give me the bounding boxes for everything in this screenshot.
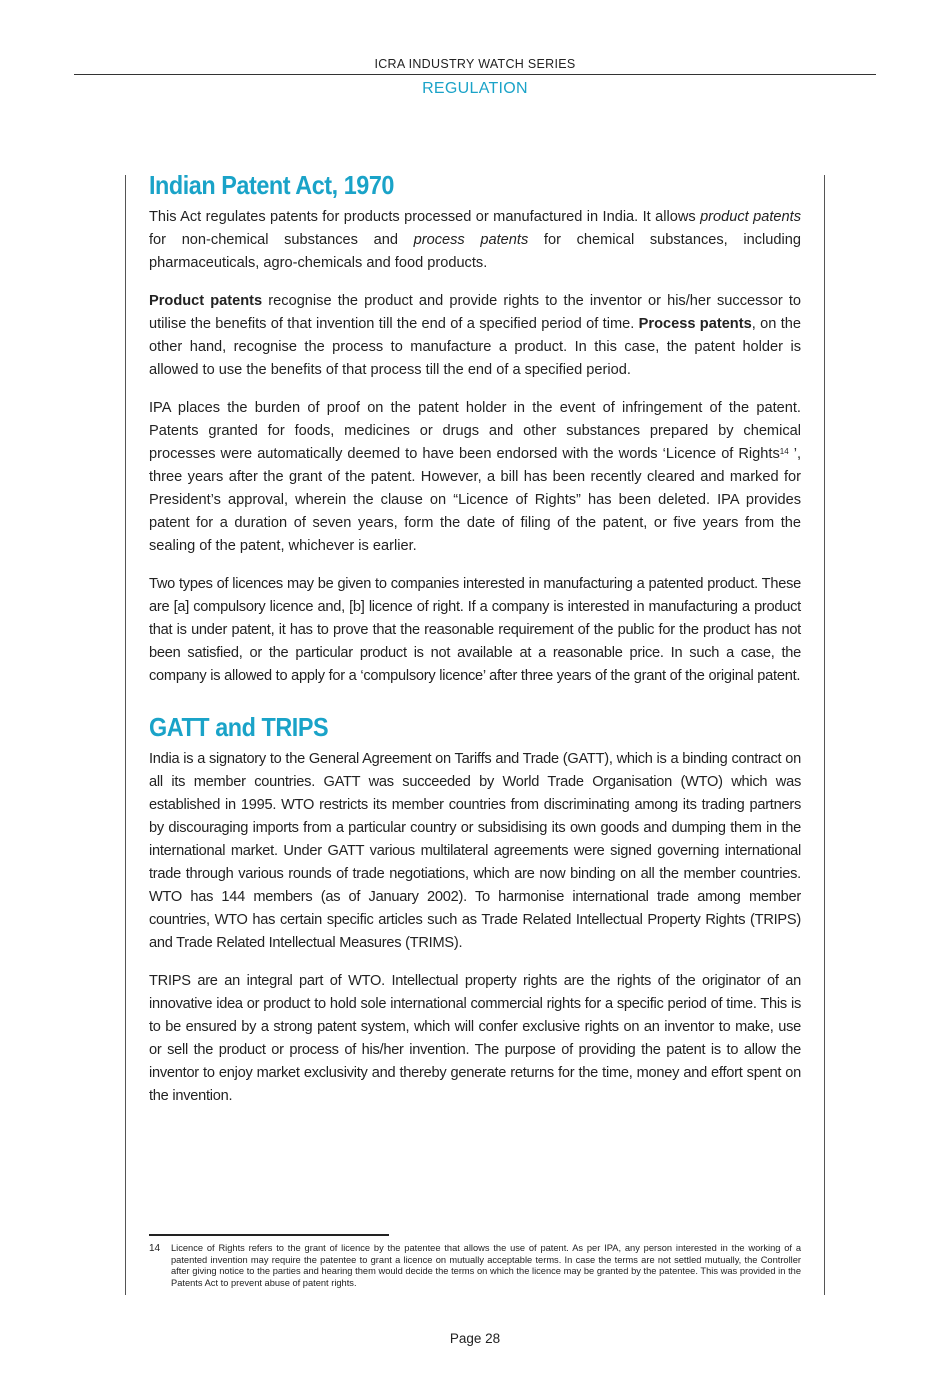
emphasis: process patents <box>413 232 529 248</box>
right-margin-rule <box>824 175 825 1295</box>
section-heading-ipa: Indian Patent Act, 1970 <box>149 170 394 200</box>
text-run: , on the other hand, recognise the process to manufacture a product. In this case, the patent holder is allowed to use the benefits of that process till the end of a specified period. <box>149 316 801 378</box>
footnote-ref[interactable]: 14 <box>779 447 789 456</box>
paragraph: Two types of licences may be given to companies interested in manufacturing a patented product. These are [a] compulsory licence and, [b] licence of right. If a company is interested in manufacturing a product that is under patent, it has to prove that the reasonable requirement of the public for the product has not been satisfied, or the particular product is not available at a reasonable price. In such a case, the company is allowed to apply for a ‘compulsory licence’ after three years of the grant of the original patent. <box>149 576 801 684</box>
footnote <box>149 1243 801 1289</box>
term-bold: Process patents <box>638 316 752 332</box>
emphasis: product patents <box>700 209 801 225</box>
term-bold: Product patents <box>149 293 263 309</box>
paragraph <box>149 290 801 382</box>
page-number: Page 28 <box>449 1331 501 1346</box>
header-rule <box>74 74 876 75</box>
text-run: ’, three years after the grant of the patent. However, a bill has been recently cleared and marked for President’s approval, wherein the clause on “Licence of Rights” has been deleted. IPA provides patent for a duration of seven years, form the date of filing of the patent, or five years from the sealing of the patent, whichever is earlier. <box>149 446 801 554</box>
paragraph: TRIPS are an integral part of WTO. Intellectual property rights are the rights of the originator of an innovative idea or product to hold sole international commercial rights for a specific period of time. This is to be ensured by a strong patent system, which will confer exclusive rights on an inventor to make, use or sell the product or process of his/her invention. The purpose of providing the patent is to allow the inventor to enjoy market exclusivity and thereby generate returns for the time, money and effort spent on the invention. <box>149 973 801 1104</box>
footnote-rule <box>149 1234 389 1236</box>
paragraph <box>149 206 801 275</box>
text-run: for chemical substances, including pharmaceuticals, agro-chemicals and food products. <box>149 232 801 271</box>
text-run: for non-chemical substances and <box>149 232 414 248</box>
text-run: recognise the product and provide rights to the inventor or his/her successor to utilise the benefits of that invention till the end of a specified period of time. <box>149 293 802 332</box>
section-label: REGULATION <box>422 80 528 97</box>
left-margin-rule <box>125 175 126 1295</box>
section-heading-gatt: GATT and TRIPS <box>149 712 329 742</box>
main-content <box>149 170 801 1123</box>
paragraph: India is a signatory to the General Agreement on Tariffs and Trade (GATT), which is a binding contract on all its member countries. GATT was succeeded by World Trade Organisation (WTO) which was established in 1995. WTO restricts its member countries from discriminating among its trading partners by discouraging imports from a particular country or subsidising its own goods and dumping them in the international market. Under GATT various multilateral agreements were signed governing international trade through various rounds of trade negotiations, which are now binding on all the member countries. WTO has 144 members (as of January 2002). To harmonise international trade among member countries, WTO has certain specific articles such as Trade Related Intellectual Property Rights (TRIPS) and Trade Related Intellectual Measures (TRIMS). <box>149 751 801 951</box>
text-run: IPA places the burden of proof on the patent holder in the event of infringement of the patent. Patents granted for foods, medicines or drugs and other substances prepared by chemical processes were automatically deemed to have been endorsed with the words ‘Licence of Rights <box>149 400 801 462</box>
footnote-number: 14 <box>149 1243 161 1254</box>
footnote-text: Licence of Rights refers to the grant of licence by the patentee that allows the use of patent. As per IPA, any person interested in the working of a patented invention may require the patentee to grant a licence on mutually acceptable terms. In case the terms are not settled mutually, the Controller after giving notice to the parties and hearing them would decide the terms on which the licence may be granted by the patentee. This was provided in the Patents Act to prevent abuse of patent rights. <box>171 1243 801 1288</box>
paragraph <box>149 397 801 558</box>
text-run: This Act regulates patents for products processed or manufactured in India. It allows <box>149 209 701 225</box>
series-title: ICRA INDUSTRY WATCH SERIES <box>374 57 576 71</box>
